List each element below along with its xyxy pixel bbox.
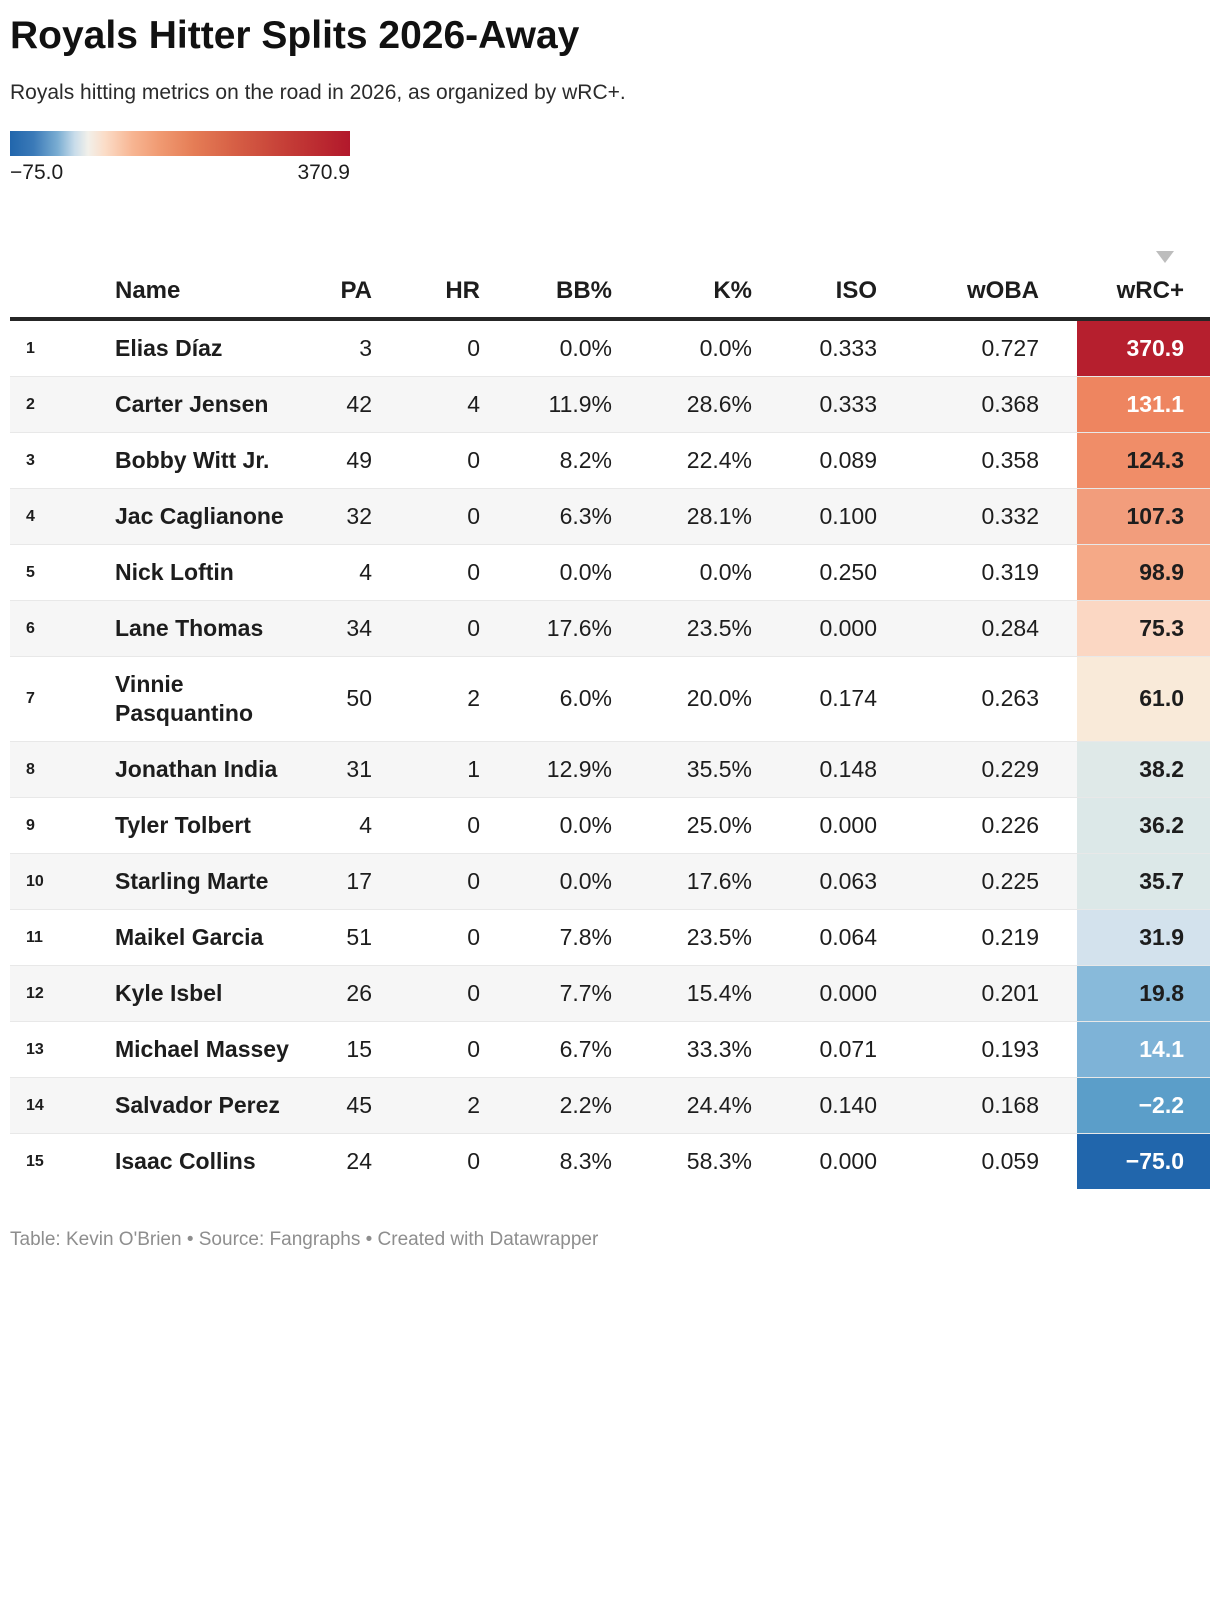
rank-cell: 12 <box>10 965 115 1021</box>
woba-cell: 0.319 <box>885 544 1077 600</box>
player-name-cell: Michael Massey <box>115 1021 295 1077</box>
table-header-row <box>10 251 1210 319</box>
table-row <box>10 488 1210 544</box>
column-header-wrc[interactable] <box>1077 251 1210 319</box>
woba-cell: 0.193 <box>885 1021 1077 1077</box>
rank-cell: 9 <box>10 797 115 853</box>
player-name-cell: Elias Díaz <box>115 319 295 377</box>
column-header-bb[interactable]: BB% <box>488 251 620 319</box>
hr-cell: 0 <box>380 544 488 600</box>
bb-pct-cell: 17.6% <box>488 600 620 656</box>
pa-cell: 50 <box>295 656 380 741</box>
woba-cell: 0.332 <box>885 488 1077 544</box>
hr-cell: 4 <box>380 376 488 432</box>
k-pct-cell: 23.5% <box>620 600 760 656</box>
wrc-plus-cell: −75.0 <box>1077 1133 1210 1189</box>
rank-cell: 6 <box>10 600 115 656</box>
player-name-cell: Carter Jensen <box>115 376 295 432</box>
rank-cell: 1 <box>10 319 115 377</box>
hr-cell: 2 <box>380 1077 488 1133</box>
table-row <box>10 853 1210 909</box>
pa-cell: 42 <box>295 376 380 432</box>
hr-cell: 0 <box>380 1133 488 1189</box>
color-gradient-bar <box>10 131 350 156</box>
k-pct-cell: 23.5% <box>620 909 760 965</box>
player-name-cell: Jac Caglianone <box>115 488 295 544</box>
rank-cell: 11 <box>10 909 115 965</box>
woba-cell: 0.263 <box>885 656 1077 741</box>
color-legend <box>10 131 350 185</box>
column-header-wrc-label: wRC+ <box>1116 276 1184 304</box>
wrc-plus-cell: 107.3 <box>1077 488 1210 544</box>
pa-cell: 32 <box>295 488 380 544</box>
k-pct-cell: 35.5% <box>620 741 760 797</box>
bb-pct-cell: 6.3% <box>488 488 620 544</box>
k-pct-cell: 28.6% <box>620 376 760 432</box>
table-body <box>10 319 1210 1189</box>
wrc-plus-cell: 124.3 <box>1077 432 1210 488</box>
iso-cell: 0.000 <box>760 965 885 1021</box>
color-legend-labels <box>10 161 350 185</box>
iso-cell: 0.140 <box>760 1077 885 1133</box>
hr-cell: 0 <box>380 432 488 488</box>
bb-pct-cell: 12.9% <box>488 741 620 797</box>
iso-cell: 0.064 <box>760 909 885 965</box>
player-name-cell: Bobby Witt Jr. <box>115 432 295 488</box>
pa-cell: 4 <box>295 797 380 853</box>
k-pct-cell: 0.0% <box>620 544 760 600</box>
rank-cell: 4 <box>10 488 115 544</box>
hr-cell: 0 <box>380 797 488 853</box>
hr-cell: 1 <box>380 741 488 797</box>
iso-cell: 0.333 <box>760 376 885 432</box>
attribution-footer: Table: Kevin O'Brien • Source: Fangraphs • Created with Datawrapper <box>10 1228 599 1250</box>
column-header-iso[interactable]: ISO <box>760 251 885 319</box>
table-row <box>10 965 1210 1021</box>
iso-cell: 0.148 <box>760 741 885 797</box>
rank-cell: 3 <box>10 432 115 488</box>
hr-cell: 0 <box>380 965 488 1021</box>
player-name-cell: Tyler Tolbert <box>115 797 295 853</box>
table-row <box>10 741 1210 797</box>
pa-cell: 15 <box>295 1021 380 1077</box>
table-row <box>10 600 1210 656</box>
woba-cell: 0.226 <box>885 797 1077 853</box>
woba-cell: 0.201 <box>885 965 1077 1021</box>
woba-cell: 0.727 <box>885 319 1077 377</box>
pa-cell: 3 <box>295 319 380 377</box>
bb-pct-cell: 2.2% <box>488 1077 620 1133</box>
player-name-cell: Kyle Isbel <box>115 965 295 1021</box>
wrc-plus-cell: 19.8 <box>1077 965 1210 1021</box>
wrc-plus-cell: 131.1 <box>1077 376 1210 432</box>
pa-cell: 45 <box>295 1077 380 1133</box>
rank-cell: 14 <box>10 1077 115 1133</box>
woba-cell: 0.358 <box>885 432 1077 488</box>
pa-cell: 51 <box>295 909 380 965</box>
pa-cell: 49 <box>295 432 380 488</box>
rank-cell: 10 <box>10 853 115 909</box>
table-row <box>10 376 1210 432</box>
iso-cell: 0.071 <box>760 1021 885 1077</box>
woba-cell: 0.168 <box>885 1077 1077 1133</box>
iso-cell: 0.063 <box>760 853 885 909</box>
hr-cell: 0 <box>380 319 488 377</box>
wrc-plus-cell: 14.1 <box>1077 1021 1210 1077</box>
k-pct-cell: 17.6% <box>620 853 760 909</box>
table-row <box>10 1021 1210 1077</box>
legend-max-label: 370.9 <box>297 160 350 184</box>
rank-cell: 2 <box>10 376 115 432</box>
player-name-cell: Salvador Perez <box>115 1077 295 1133</box>
wrc-plus-cell: −2.2 <box>1077 1077 1210 1133</box>
bb-pct-cell: 0.0% <box>488 797 620 853</box>
player-name-cell: Nick Loftin <box>115 544 295 600</box>
wrc-plus-cell: 98.9 <box>1077 544 1210 600</box>
k-pct-cell: 15.4% <box>620 965 760 1021</box>
rank-cell: 7 <box>10 656 115 741</box>
woba-cell: 0.284 <box>885 600 1077 656</box>
hr-cell: 0 <box>380 600 488 656</box>
player-name-cell: Jonathan India <box>115 741 295 797</box>
k-pct-cell: 24.4% <box>620 1077 760 1133</box>
iso-cell: 0.000 <box>760 600 885 656</box>
k-pct-cell: 20.0% <box>620 656 760 741</box>
hr-cell: 0 <box>380 1021 488 1077</box>
woba-cell: 0.225 <box>885 853 1077 909</box>
rank-cell: 8 <box>10 741 115 797</box>
k-pct-cell: 0.0% <box>620 319 760 377</box>
k-pct-cell: 33.3% <box>620 1021 760 1077</box>
wrc-plus-cell: 61.0 <box>1077 656 1210 741</box>
legend-min-label: −75.0 <box>10 160 64 184</box>
iso-cell: 0.000 <box>760 797 885 853</box>
k-pct-cell: 25.0% <box>620 797 760 853</box>
hr-cell: 0 <box>380 488 488 544</box>
pa-cell: 34 <box>295 600 380 656</box>
column-header-pa[interactable]: PA <box>295 251 380 319</box>
bb-pct-cell: 7.8% <box>488 909 620 965</box>
table-row <box>10 797 1210 853</box>
iso-cell: 0.089 <box>760 432 885 488</box>
hr-cell: 0 <box>380 909 488 965</box>
k-pct-cell: 28.1% <box>620 488 760 544</box>
player-name-cell: Isaac Collins <box>115 1133 295 1189</box>
wrc-plus-cell: 75.3 <box>1077 600 1210 656</box>
wrc-plus-cell: 38.2 <box>1077 741 1210 797</box>
woba-cell: 0.059 <box>885 1133 1077 1189</box>
column-header-woba[interactable]: wOBA <box>885 251 1077 319</box>
iso-cell: 0.174 <box>760 656 885 741</box>
bb-pct-cell: 0.0% <box>488 853 620 909</box>
page-subtitle: Royals hitting metrics on the road in 2026, as organized by wRC+. <box>10 80 626 104</box>
wrc-plus-cell: 31.9 <box>1077 909 1210 965</box>
table-row <box>10 1077 1210 1133</box>
pa-cell: 31 <box>295 741 380 797</box>
pa-cell: 24 <box>295 1133 380 1189</box>
bb-pct-cell: 7.7% <box>488 965 620 1021</box>
iso-cell: 0.000 <box>760 1133 885 1189</box>
bb-pct-cell: 6.0% <box>488 656 620 741</box>
column-header-hr[interactable]: HR <box>380 251 488 319</box>
pa-cell: 17 <box>295 853 380 909</box>
woba-cell: 0.229 <box>885 741 1077 797</box>
page <box>0 14 1220 1251</box>
hitter-splits-table <box>10 251 1210 1189</box>
wrc-plus-cell: 35.7 <box>1077 853 1210 909</box>
woba-cell: 0.219 <box>885 909 1077 965</box>
rank-cell: 13 <box>10 1021 115 1077</box>
bb-pct-cell: 0.0% <box>488 319 620 377</box>
page-title: Royals Hitter Splits 2026-Away <box>10 14 580 57</box>
k-pct-cell: 22.4% <box>620 432 760 488</box>
k-pct-cell: 58.3% <box>620 1133 760 1189</box>
column-header-rank <box>10 251 115 319</box>
wrc-plus-cell: 36.2 <box>1077 797 1210 853</box>
table-row <box>10 656 1210 741</box>
hr-cell: 2 <box>380 656 488 741</box>
player-name-cell: Lane Thomas <box>115 600 295 656</box>
bb-pct-cell: 8.3% <box>488 1133 620 1189</box>
rank-cell: 15 <box>10 1133 115 1189</box>
iso-cell: 0.100 <box>760 488 885 544</box>
table-row <box>10 1133 1210 1189</box>
table-row <box>10 909 1210 965</box>
table-row <box>10 319 1210 377</box>
bb-pct-cell: 6.7% <box>488 1021 620 1077</box>
iso-cell: 0.333 <box>760 319 885 377</box>
rank-cell: 5 <box>10 544 115 600</box>
woba-cell: 0.368 <box>885 376 1077 432</box>
table-row <box>10 544 1210 600</box>
player-name-cell: Starling Marte <box>115 853 295 909</box>
bb-pct-cell: 0.0% <box>488 544 620 600</box>
bb-pct-cell: 11.9% <box>488 376 620 432</box>
pa-cell: 26 <box>295 965 380 1021</box>
table-row <box>10 432 1210 488</box>
hr-cell: 0 <box>380 853 488 909</box>
sort-descending-icon <box>1156 251 1174 263</box>
iso-cell: 0.250 <box>760 544 885 600</box>
pa-cell: 4 <box>295 544 380 600</box>
player-name-cell: Maikel Garcia <box>115 909 295 965</box>
wrc-plus-cell: 370.9 <box>1077 319 1210 377</box>
column-header-name[interactable]: Name <box>115 251 295 319</box>
bb-pct-cell: 8.2% <box>488 432 620 488</box>
column-header-k[interactable]: K% <box>620 251 760 319</box>
player-name-cell: Vinnie Pasquantino <box>115 656 295 741</box>
